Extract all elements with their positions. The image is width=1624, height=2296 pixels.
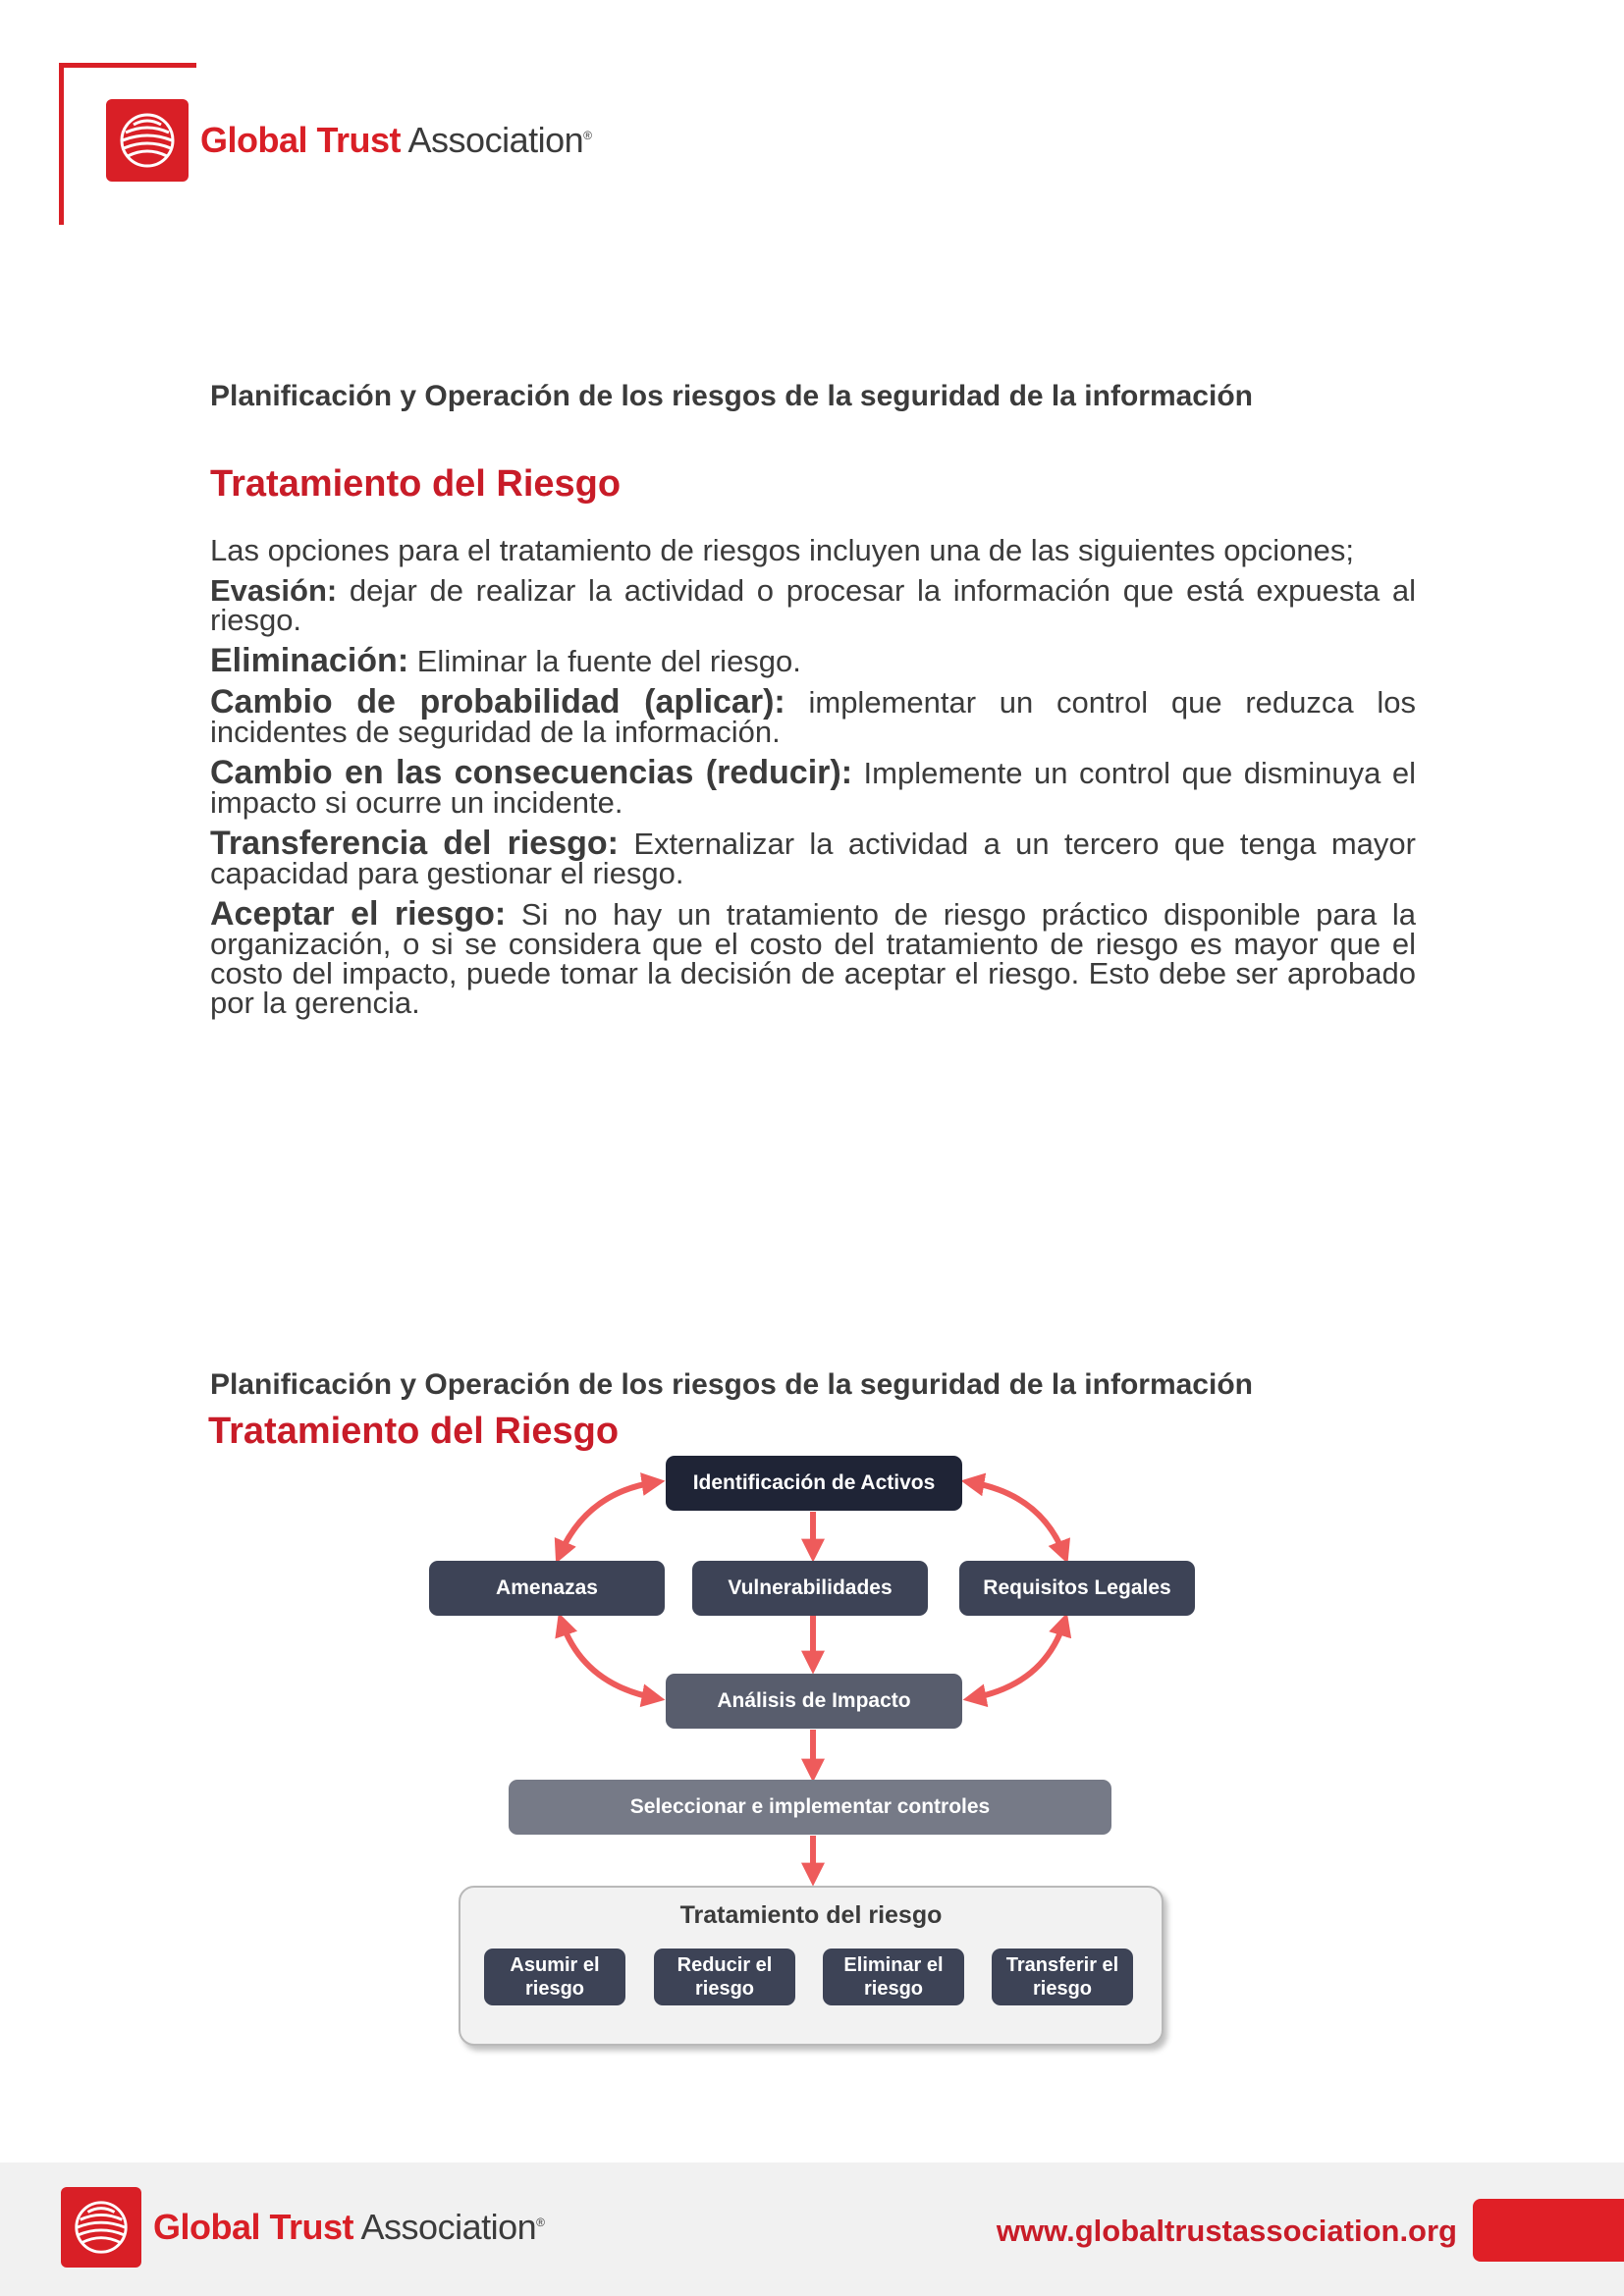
treatment-box xyxy=(459,1886,1164,2046)
treatment-option-asumir: Asumir el riesgo xyxy=(484,1949,625,2005)
globe-logo-icon xyxy=(106,99,189,182)
treatment-options-text xyxy=(210,533,1416,1029)
node-analisis-impacto: Análisis de Impacto xyxy=(666,1674,962,1729)
node-seleccionar-controles: Seleccionar e implementar controles xyxy=(509,1780,1111,1835)
registered-mark: ® xyxy=(583,129,592,142)
footer-website-link[interactable]: www.globaltrustassociation.org xyxy=(996,2214,1457,2248)
globe-logo-icon xyxy=(61,2187,141,2268)
footer-brand-wordmark xyxy=(153,2207,545,2248)
option-eliminacion: Eliminación: Eliminar la fuente del riesgo. xyxy=(210,642,801,679)
option-cambio-probabilidad: Cambio de probabilidad (aplicar): implementar un control que reduzca los incidentes de seguridad de la información. xyxy=(210,683,1416,749)
node-vulnerabilidades: Vulnerabilidades xyxy=(692,1561,928,1616)
section1-title: Planificación y Operación de los riesgos de la seguridad de la información xyxy=(210,380,1253,412)
section1-heading: Tratamiento del Riesgo xyxy=(210,463,622,505)
option-cambio-consecuencias: Cambio en las consecuencias (reducir): Implemente un control que disminuya el impacto si ocurre un incidente. xyxy=(210,754,1416,820)
section2-heading: Tratamiento del Riesgo xyxy=(208,1411,620,1452)
header-corner-bracket xyxy=(59,63,196,68)
node-requisitos-legales: Requisitos Legales xyxy=(959,1561,1195,1616)
treatment-title: Tratamiento del riesgo xyxy=(679,1901,943,1929)
arrow-requisitos-analisis xyxy=(972,1622,1064,1698)
arrow-amenazas-analisis xyxy=(562,1622,656,1698)
treatment-option-transferir: Transferir el riesgo xyxy=(992,1949,1133,2005)
header-logo[interactable] xyxy=(106,99,592,182)
brand-name-part-a: Global Trust xyxy=(153,2207,354,2247)
section2-title: Planificación y Operación de los riesgos de la seguridad de la información xyxy=(210,1368,1253,1401)
footer-logo[interactable] xyxy=(61,2187,545,2268)
treatment-option-reducir: Reducir el riesgo xyxy=(654,1949,795,2005)
arrow-identificacion-requisitos xyxy=(970,1482,1064,1555)
brand-name-part-b: Association xyxy=(401,120,584,160)
node-identificacion-activos: Identificación de Activos xyxy=(666,1456,962,1511)
option-transferencia: Transferencia del riesgo: Externalizar la actividad a un tercero que tenga mayor capacidad para gestionar el riesgo. xyxy=(210,825,1416,890)
brand-name-part-a: Global Trust xyxy=(200,120,402,160)
brand-wordmark xyxy=(200,120,592,161)
registered-mark: ® xyxy=(536,2216,545,2229)
option-evasion: Evasión: dejar de realizar la actividad o procesar la información que está expuesta al riesgo. xyxy=(210,573,1416,637)
arrow-identificacion-amenazas xyxy=(560,1482,656,1555)
footer-accent-tab xyxy=(1473,2199,1624,2262)
header-corner-bracket-vertical xyxy=(59,63,64,225)
node-amenazas: Amenazas xyxy=(429,1561,665,1616)
treatment-option-eliminar: Eliminar el riesgo xyxy=(823,1949,964,2005)
option-aceptar: Aceptar el riesgo: Si no hay un tratamiento de riesgo práctico disponible para la organización, o si se considera que el costo del tratamiento de riesgo es mayor que el costo del impacto, puede tomar la decisión de aceptar el riesgo. Esto debe ser aprobado por la gerencia. xyxy=(210,895,1416,1020)
brand-name-part-b: Association xyxy=(353,2207,537,2247)
intro-paragraph: Las opciones para el tratamiento de riesgos incluyen una de las siguientes opciones; xyxy=(210,533,1354,567)
